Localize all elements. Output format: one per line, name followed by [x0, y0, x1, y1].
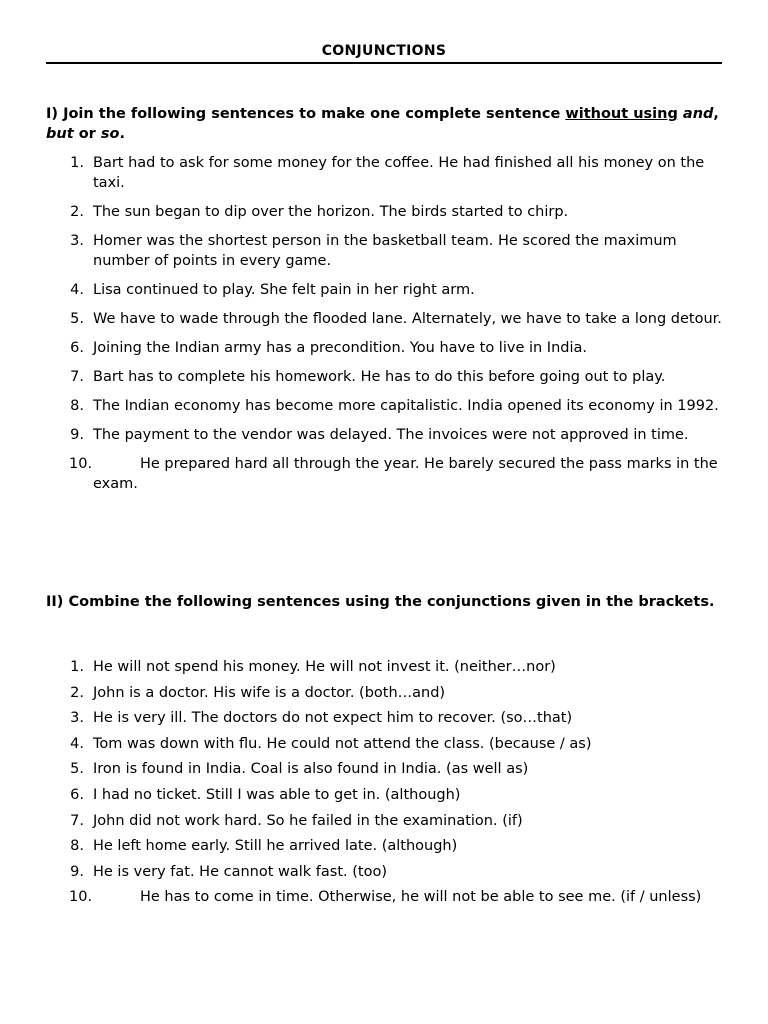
- list-item: [46, 454, 722, 494]
- section-1-heading-comma: ,: [713, 106, 719, 122]
- title-underline-rule: [46, 62, 722, 64]
- list-item: [46, 783, 722, 809]
- list-item: [46, 834, 722, 860]
- list-item: [46, 338, 722, 358]
- list-item: [46, 396, 722, 416]
- list-item: [46, 885, 722, 911]
- list-item-number: 5.: [70, 311, 84, 327]
- list-item-text: Bart has to complete his homework. He has to do this before going out to play.: [93, 369, 666, 385]
- list-item-number: 3.: [70, 233, 84, 249]
- list-item: [46, 367, 722, 387]
- list-item-text: Joining the Indian army has a precondition. You have to live in India.: [93, 340, 587, 356]
- list-item-number: 6.: [70, 786, 84, 803]
- list-item-text: I had no ticket. Still I was able to get in. (although): [93, 786, 461, 803]
- section-1-heading-or: or: [73, 125, 101, 142]
- list-item-number: 8.: [70, 398, 84, 414]
- list-item-number: 7.: [70, 369, 84, 385]
- list-item-number: 3.: [70, 710, 84, 727]
- list-item-number: 4.: [70, 735, 84, 752]
- list-item: [46, 706, 722, 732]
- list-item-text: Lisa continued to play. She felt pain in her right arm.: [93, 282, 475, 298]
- list-item-text: He is very ill. The doctors do not expect him to recover. (so…that): [93, 710, 573, 727]
- list-item-number: 8.: [70, 838, 84, 855]
- list-item: [46, 231, 722, 271]
- list-item-text: The Indian economy has become more capitalistic. India opened its economy in 1992.: [93, 398, 719, 414]
- list-item-number: 2.: [70, 204, 84, 220]
- list-item-text: He will not spend his money. He will not invest it. (neither…nor): [93, 659, 556, 675]
- section-1-heading-and: and: [682, 106, 714, 122]
- list-item-text: Bart had to ask for some money for the coffee. He had finished all his money on the taxi.: [93, 155, 705, 191]
- section-1-list: [46, 153, 722, 503]
- list-item-text: We have to wade through the flooded lane. Alternately, we have to take a long detour.: [93, 311, 722, 327]
- section-1-heading-so: so: [100, 125, 120, 142]
- list-item: [46, 732, 722, 758]
- list-item: [46, 860, 722, 886]
- list-item: [46, 655, 722, 681]
- list-item: [46, 280, 722, 300]
- list-item-number: 6.: [70, 340, 84, 356]
- list-item-number: 10.: [69, 889, 93, 906]
- list-item-number: 9.: [70, 427, 84, 443]
- list-item-text: He prepared hard all through the year. He barely secured the pass marks in the exam.: [93, 456, 718, 492]
- list-item-number: 9.: [70, 863, 84, 880]
- list-item: [46, 309, 722, 329]
- section-1-heading-prefix: I) Join the following sentences to make one complete sentence: [46, 106, 566, 122]
- list-item-number: 10.: [69, 456, 93, 472]
- section-1-heading-but: but: [46, 125, 74, 142]
- list-item: [46, 809, 722, 835]
- list-item-text: Tom was down with flu. He could not attend the class. (because / as): [93, 735, 592, 752]
- section-1-heading: [46, 105, 722, 144]
- section-1-heading-underline: without using: [565, 106, 678, 122]
- list-item-text: The payment to the vendor was delayed. The invoices were not approved in time.: [93, 427, 689, 443]
- list-item-number: 5.: [70, 761, 84, 778]
- list-item-text: The sun began to dip over the horizon. The birds started to chirp.: [93, 204, 569, 220]
- list-item-number: 7.: [70, 812, 84, 829]
- section-1-heading-period: .: [119, 125, 125, 142]
- section-2-heading: II) Combine the following sentences using the conjunctions given in the brackets.: [46, 594, 715, 610]
- section-2-list: [46, 655, 722, 911]
- list-item: [46, 757, 722, 783]
- list-item-text: Iron is found in India. Coal is also found in India. (as well as): [93, 761, 529, 778]
- list-item-text: He has to come in time. Otherwise, he will not be able to see me. (if / unless): [140, 889, 702, 906]
- list-item: [46, 681, 722, 707]
- list-item-number: 2.: [70, 684, 84, 701]
- list-item: [46, 202, 722, 222]
- list-item-number: 1.: [70, 155, 84, 171]
- list-item-number: 4.: [70, 282, 84, 298]
- list-item-text: John is a doctor. His wife is a doctor. (both…and): [93, 684, 446, 701]
- list-item: [46, 153, 722, 193]
- list-item-text: John did not work hard. So he failed in the examination. (if): [93, 812, 523, 829]
- list-item-number: 1.: [70, 659, 84, 675]
- list-item: [46, 425, 722, 445]
- list-item-text: Homer was the shortest person in the basketball team. He scored the maximum number of points in every game.: [93, 233, 677, 269]
- page-title: CONJUNCTIONS: [321, 43, 447, 59]
- list-item-text: He is very fat. He cannot walk fast. (too): [93, 863, 387, 880]
- list-item-text: He left home early. Still he arrived late. (although): [93, 838, 458, 855]
